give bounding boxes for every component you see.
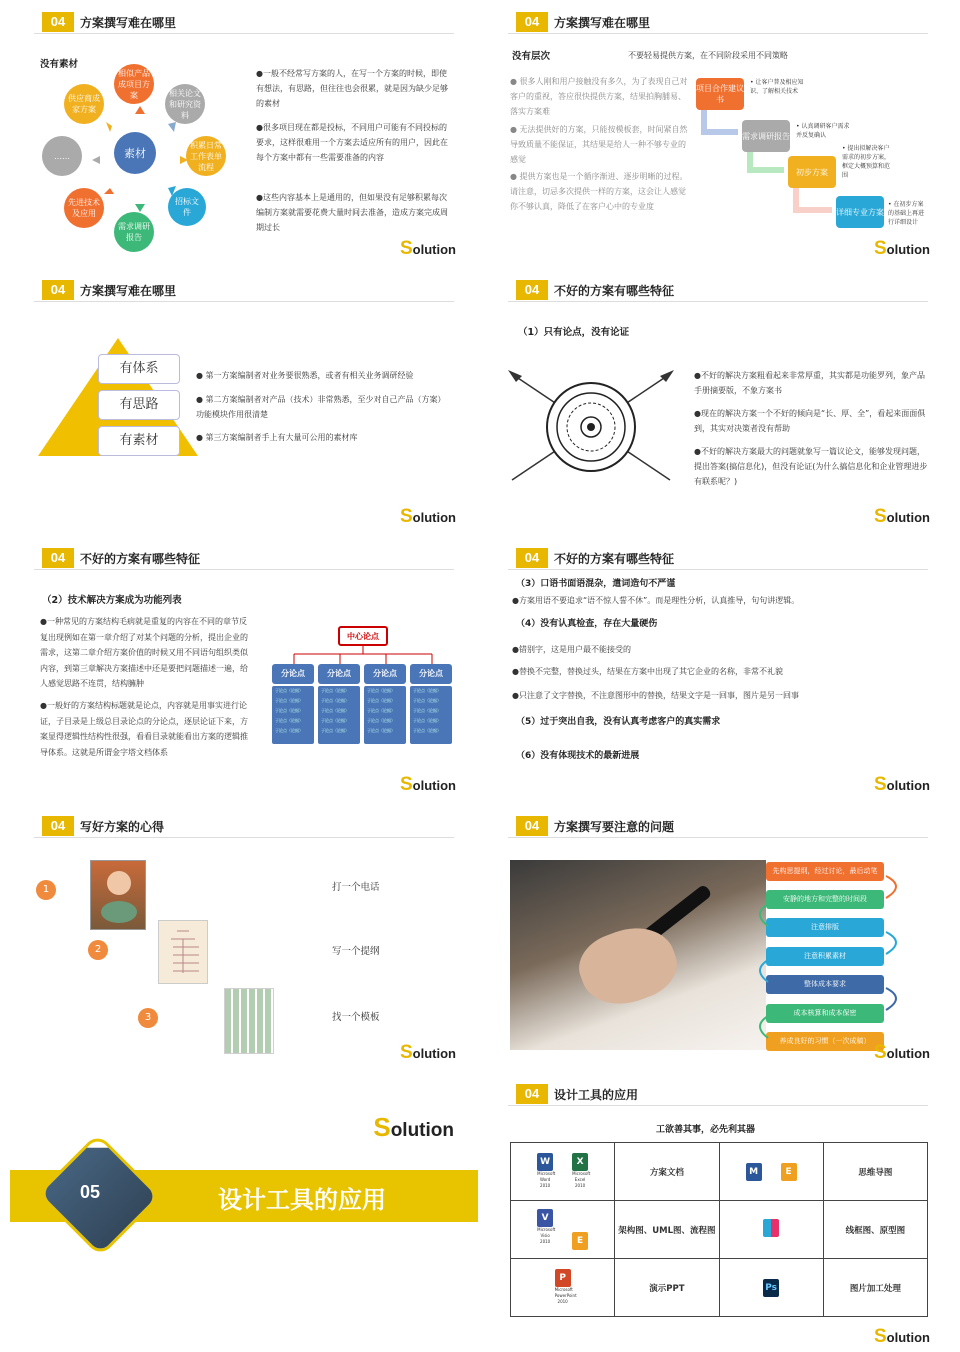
tools-table [510,1142,928,1317]
bullet: ●不好的解决方案最大的问题就象写一篇议论文，能够发现问题，提出答案(搞信息化)，但没有论证(为什么搞信息化和企业管理进步有联系呢？) [694,447,928,486]
tool-category: 方案文档 [615,1143,719,1201]
tool-icons [511,1201,615,1259]
bullet: ●很多项目现在都是投标，不同用户可能有不同投标的要求，这样很难用一个方案去适应所有的用户，因此在每个方案中都有一些需要准备的内容 [256,123,448,162]
node: 相似产品成项目方案 [114,64,154,104]
branch-box: 分论点 [318,664,360,684]
excel-icon: X Microsoft Excel 2010 [572,1153,588,1171]
photoshop-icon: Ps [763,1279,779,1297]
branch-box: 分论点 [272,664,314,684]
slide-header [508,280,928,302]
step-arrows [698,110,838,220]
tip-box: 成本核算和成本保密 [766,1004,884,1023]
solution-logo: Solution [873,238,930,259]
tool-category: 线框图、原型图 [823,1201,927,1259]
tool-category: 思维导图 [823,1143,927,1201]
slide-5 [10,540,478,802]
subtitle: （1）只有论点，没有论证 [518,327,630,338]
section-title: 设计工具的应用 [218,1186,386,1214]
tool-icons [719,1259,823,1317]
solution-logo: Solution [399,1042,456,1063]
pyramid-tier: 有思路 [98,390,180,420]
subtitle: 没有素材 [40,59,79,70]
step-label: 找一个模板 [332,1012,380,1023]
solution-logo: Solution [399,506,456,527]
slide-header [34,548,454,570]
phone-photo [90,860,146,930]
tools-table-wrap [506,1076,930,1348]
section-number: 04 [42,12,74,32]
tool-icons [719,1143,823,1201]
tip-box: 安静的地方和完整的时间段 [766,890,884,909]
node: …… [42,136,82,176]
section-number: 04 [516,816,548,836]
shield-spears-icon [508,368,674,484]
slide-title: 不好的方案有哪些特征 [554,284,675,298]
section-number: 04 [516,548,548,568]
step-number: 1 [36,880,56,900]
slide-6 [484,540,952,802]
bullet: ● 第一方案编制者对业务要很熟悉，或者有相关业务调研经验 [196,371,414,380]
node: 积累日常工作表单流程 [186,136,226,176]
step-box: 初步方案 [788,156,836,188]
tool-category: 架构图、UML图、流程图 [615,1201,719,1259]
node: 招标文件 [168,188,206,226]
slide-8 [484,808,952,1070]
section-number: 04 [516,280,548,300]
section-number: 04 [516,12,548,32]
step-box: 详细专业方案 [836,196,884,228]
step-box: 项目合作建议书 [696,78,744,110]
item-heading: （3）口语书面语混杂，遣词造句不严谨 [516,579,676,589]
edraw-icon: E [572,1232,588,1250]
subtitle: （2）技术解决方案成为功能列表 [42,595,182,606]
slide-header [508,12,928,34]
leaf-list: 子论点（论据） 子论点（论据） 子论点（论据） 子论点（论据） 子论点（论据） [318,686,360,744]
note: 不要轻易提供方案，在不同阶段采用不同策略 [628,51,788,60]
bullet: ● 无法提供好的方案，只能按模板套，时间紧自然导致质量不能保证，其结果是给人一种不够专业的感觉 [510,125,688,164]
section-number: 04 [42,280,74,300]
step-note: • 让客户普及相应知识、了解相关技术 [750,79,804,95]
step-box: 需求调研报告 [742,120,790,152]
branch-box: 分论点 [364,664,406,684]
slide-1 [10,4,478,266]
step-note: • 认真调研客户需求并反复确认 [796,123,850,139]
slide-header [508,548,928,570]
solution-logo: Solution [873,506,930,527]
tool-category: 演示PPT [615,1259,719,1317]
bullet: ●一种常见的方案结构毛病就是重复的内容在不同的章节反复出现例如在第一章介绍了对某个问题的分析，提出企业的需求，这第二章介绍方案价值的时候又用不同语句组织类似内容，到第三章解决方案描述中还是要把问题描述一遍，给人感觉思路不连贯，结构臃肿 [40,617,248,688]
slide-title: 方案撰写要注意的问题 [554,820,675,834]
slide-9 [10,1076,478,1338]
mindmanager-icon: M [746,1163,762,1181]
slide-title: 不好的方案有哪些特征 [80,552,201,566]
center-point-box: 中心论点 [338,626,388,646]
leaf-list: 子论点（论据） 子论点（论据） 子论点（论据） 子论点（论据） 子论点（论据） [272,686,314,744]
node: 先进技术及应用 [64,188,104,228]
arrows [80,104,210,214]
slide-3 [10,272,478,534]
leaf-list: 子论点（论据） 子论点（论据） 子论点（论据） 子论点（论据） 子论点（论据） [364,686,406,744]
visio-icon: V Microsoft Visio 2010 [537,1209,553,1227]
center-node: 素材 [114,132,156,174]
slide-title: 方案撰写难在哪里 [554,16,651,30]
node: 需求调研报告 [114,212,154,252]
writing-photo [510,860,766,1050]
org-lines [280,646,460,664]
section-number: 05 [80,1182,101,1202]
xmind-icon: E [781,1163,797,1181]
tip-box: 先构思提纲，经过讨论，最后动笔 [766,862,884,881]
bullet: ●一般不经常写方案的人，在写一个方案的时候，即使有想法，有思路，但往往也会很累，就是因为缺少足够的素材 [256,69,448,108]
tip-box: 养成良好的习惯（一次成稿） [766,1032,884,1051]
solution-logo: Solution [373,1112,454,1142]
slide-header [34,12,454,34]
section-number: 04 [42,548,74,568]
slide-header [34,816,454,838]
slide-header [34,280,454,302]
item-text: ●替换不完整，替换过头，结果在方案中出现了其它企业的名称，非常不礼貌 [512,667,783,676]
tip-box: 整体成本要求 [766,975,884,994]
section-number: 04 [516,1084,548,1104]
powerpoint-icon: P Microsoft PowerPoint 2010 [555,1269,571,1287]
tip-box: 注意积累素材 [766,947,884,966]
step-label: 写一个提纲 [332,946,380,957]
slide-title: 方案撰写难在哪里 [80,284,177,298]
step-label: 打一个电话 [332,882,380,893]
axure-icon [763,1219,779,1237]
slide-title: 设计工具的应用 [554,1088,639,1102]
bullet: ● 提供方案也是一个循序渐进、逐步明晰的过程。请注意，切忌多次提供一样的方案，这会让人感觉你不够认真，降低了在客户心中的专业度 [510,172,688,211]
item-text: ●错别字，这是用户最不能接受的 [512,645,631,654]
branch-box: 分论点 [410,664,452,684]
word-icon: W Microsoft Word 2010 [537,1153,553,1171]
step-note: • 提出拟解决客户需求的初步方案，框定大概预算和范围 [842,145,891,179]
node: 相关论文和研究资料 [165,84,205,124]
flow-arrows [756,868,936,1048]
tool-icons [511,1143,615,1201]
bullet: ● 很多人刚和用户接触没有多久，为了表现自己对客户的重视，答应很快提供方案，结果拍胸脯易、落实方案难 [510,77,688,116]
section-number: 04 [42,816,74,836]
step-note: • 在初步方案的基础上再进行详细设计 [888,201,925,226]
solution-logo: Solution [873,774,930,795]
slide-title: 不好的方案有哪些特征 [554,552,675,566]
bullet: ●这些内容基本上是通用的，但如果没有足够积累每次编制方案就需要花费大量时间去准备，造成方案完成周期过长 [256,193,448,232]
solution-logo: Solution [873,1326,930,1347]
slide-title: 写好方案的心得 [80,820,165,834]
slide-10 [484,1076,952,1348]
solution-logo: Solution [873,1042,930,1063]
slide-4 [484,272,952,534]
step-number: 3 [138,1008,158,1028]
slide-2 [484,4,952,266]
slide-7 [10,808,478,1070]
bullet: ● 第三方案编制者手上有大量可公用的素材库 [196,433,358,442]
node: 供应商成家方案 [64,84,104,124]
tool-icons [719,1201,823,1259]
bullet: ●一般好的方案结构标题就是论点，内容就是用事实进行论证，子目录是上级总目录论点的分论点，逐层论证下来，方案显得逻辑性结构性很强，看看目录就能看出方案的逻辑推导体系。这就是所谓金字塔文档体系 [40,701,248,757]
template-image [224,988,274,1054]
pyramid-tier: 有体系 [98,354,180,384]
bullet: ●不好的解决方案粗看起来非常厚重，其实都是功能罗列，象产品手册摘要版，不象方案书 [694,371,925,395]
slide-header [508,816,928,838]
subtitle: 没有层次 [512,51,551,62]
solution-logo: Solution [399,774,456,795]
item-heading: （6）没有体现技术的最新进展 [516,751,640,761]
item-text: ●方案用语不要追求“语不惊人誓不休”。而是理性分析，认真推导，句句讲逻辑。 [512,596,800,605]
step-number: 2 [88,940,108,960]
pyramid-tier: 有素材 [98,426,180,456]
bullet: ●现在的解决方案一个不好的倾向是“长、厚、全”，看起来面面俱到，其实对决策者没有帮助 [694,409,926,433]
item-heading: （4）没有认真检查，存在大量硬伤 [516,619,658,629]
bullet: ● 第二方案编制者对产品（技术）非常熟悉，至少对自己产品（方案）功能模块作用很清楚 [196,395,446,419]
tool-icons [511,1259,615,1317]
tool-category: 图片加工处理 [823,1259,927,1317]
item-text: ●只注意了文字替换，不注意图形中的替换，结果文字是一回事，图片是另一回事 [512,691,799,700]
item-heading: （5）过于突出自我，没有认真考虑客户的真实需求 [516,717,721,727]
slide-title: 方案撰写难在哪里 [80,16,177,30]
outline-image [158,920,208,984]
motto: 工欲善其事，必先利其器 [656,1125,756,1135]
tip-box: 注意排版 [766,918,884,937]
leaf-list: 子论点（论据） 子论点（论据） 子论点（论据） 子论点（论据） 子论点（论据） [410,686,452,744]
solution-logo: Solution [399,238,456,259]
